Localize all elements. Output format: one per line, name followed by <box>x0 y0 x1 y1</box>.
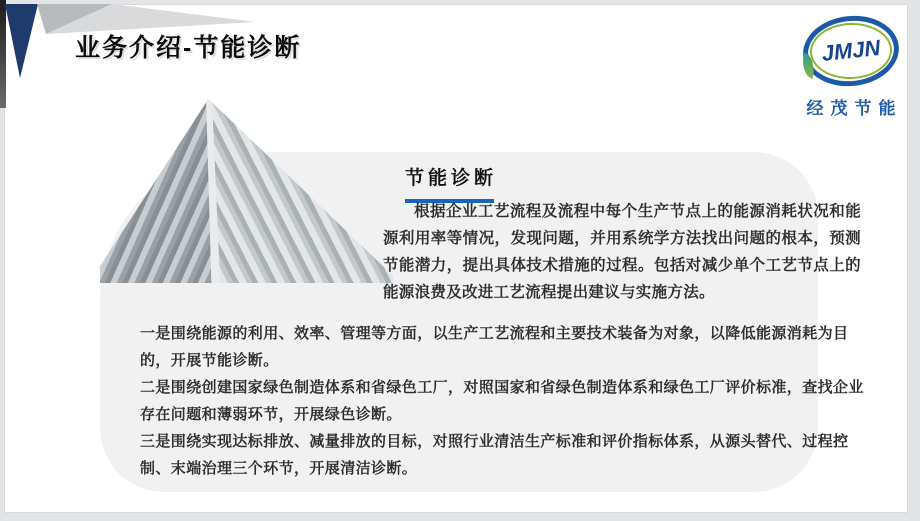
point-green-diagnosis: 二是围绕创建国家绿色制造体系和省绿色工厂，对照国家和省绿色制造体系和绿色工厂评价标准，查找企业存在问题和薄弱环节，开展绿色诊断。 <box>140 379 864 423</box>
logo-acronym: JMJN <box>820 35 882 67</box>
point-clean-diagnosis: 三是围绕实现达标排放、减量排放的目标，对照行业清洁生产标准和评价指标体系，从源头替代、过程控制、末端治理三个环节，开展清洁诊断。 <box>140 433 849 477</box>
page-title: 业务介绍-节能诊断 <box>75 34 302 62</box>
company-logo <box>788 16 914 119</box>
card-intro-paragraph: 根据企业工艺流程及流程中每个生产节点上的能源消耗状况和能源利用率等情况，发现问题，并用系统学方法找出问题的根本，预测节能潜力，提出具体技术措施的过程。包括对减少单个工艺节点上的能源浪费及改进工艺流程提出建议与实施方法。 <box>383 203 861 301</box>
logo-ellipse-icon <box>800 11 903 91</box>
card-heading: 节能诊断 <box>405 168 498 189</box>
point-energy-diagnosis: 一是围绕能源的利用、效率、管理等方面，以生产工艺流程和主要技术装备为对象，以降低能源消耗为目的，开展节能诊断。 <box>140 325 849 369</box>
corner-accent-dark-sliver <box>0 0 6 108</box>
logo-company-name: 经茂节能 <box>806 99 903 118</box>
diagnosis-points <box>140 320 868 482</box>
